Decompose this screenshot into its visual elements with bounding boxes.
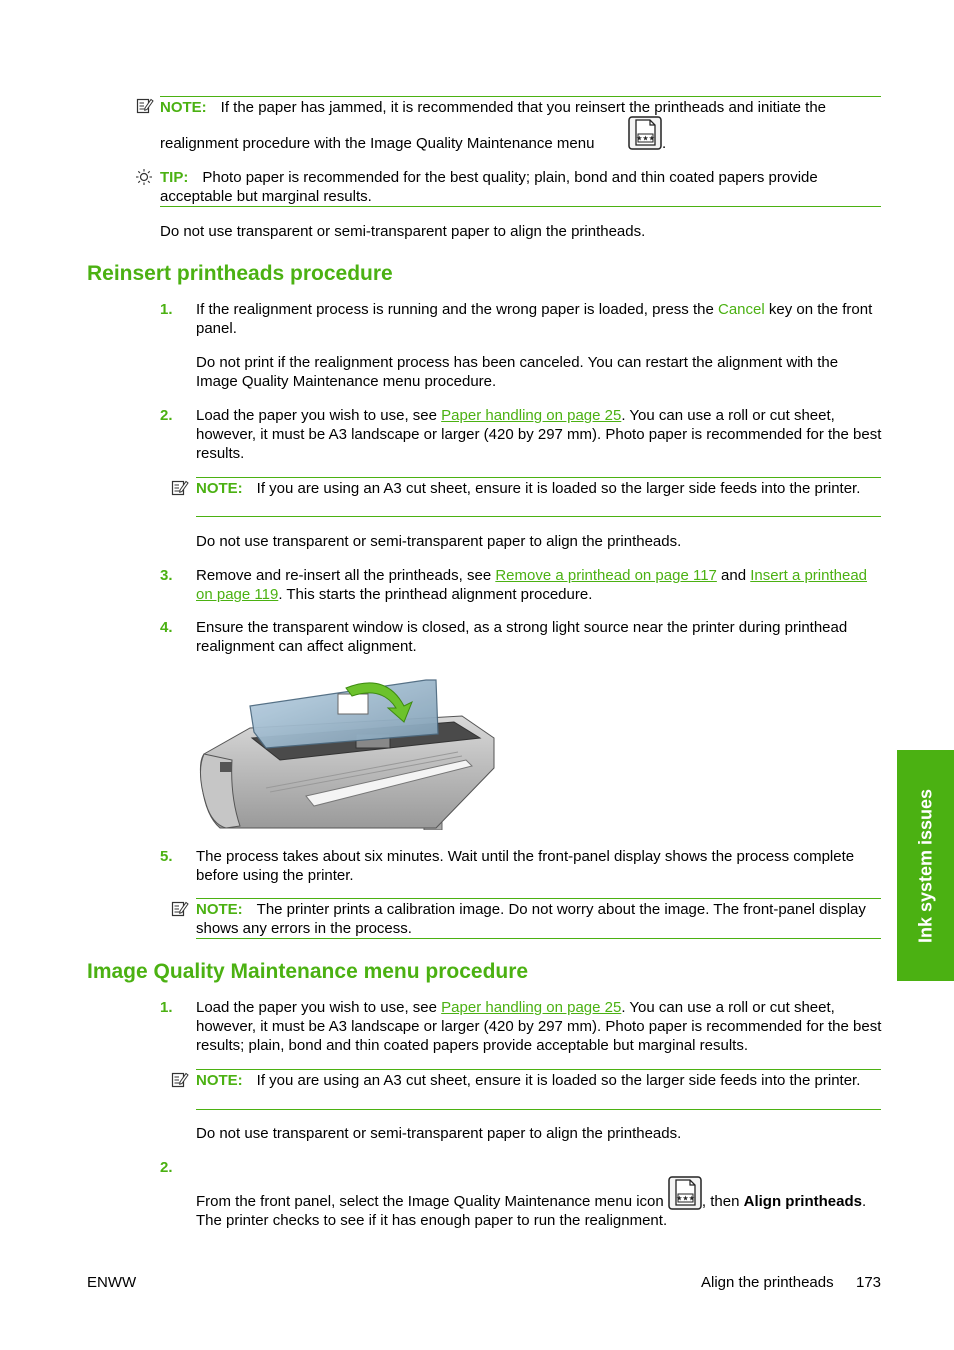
step-number: 3. [160,567,173,584]
note-top-rule [196,1069,881,1070]
step-text: Ensure the transparent window is closed, as a strong light source near the printer during printhead realignment can affect alignment. [196,619,848,655]
note-icon [171,479,189,497]
note-text: NOTE: The printer prints a calibration image. Do not worry about the image. The front-panel display shows any errors in the process. [196,901,866,937]
paper-handling-link[interactable]: Paper handling on page 25 [441,999,622,1016]
paper-handling-link[interactable]: Paper handling on page 25 [441,407,622,424]
image-quality-maintenance-menu-icon [668,1176,702,1210]
step-text: The process takes about six minutes. Wait until the front-panel display shows the process complete before using the printer. [196,848,855,884]
tip-bottom-rule [160,206,881,207]
insert-printhead-link[interactable]: Insert a printhead on page 119 [196,567,868,603]
note-icon [171,900,189,918]
note-label: NOTE: [160,99,207,116]
section-heading: Reinsert printheads procedure [87,262,393,285]
footer-section-title: Align the printheads [701,1274,834,1291]
note-bottom-rule [196,516,881,517]
note-text-line2: realignment procedure with the Image Quality Maintenance menu . [160,116,881,135]
step-paragraph: Do not print if the realignment process has been canceled. You can restart the alignment with the Image Quality Maintenance menu procedure. [196,354,839,390]
step-text: Load the paper you wish to use, see Paper handling on page 25. You can use a roll or cut sheet, however, it must be A3 landscape or larger (420 by 297 mm). Photo paper is recommended for the best results. [196,407,882,462]
note-label: NOTE: [196,901,243,918]
note-text: NOTE: If you are using an A3 cut sheet, ensure it is loaded so the larger side feeds into the printer. [196,1072,861,1089]
step-number: 2. [160,407,173,424]
step-paragraph: Do not use transparent or semi-transparent paper to align the printheads. [196,1125,682,1142]
note-label: NOTE: [196,480,243,497]
footer-left: ENWW [87,1274,137,1291]
step-number: 1. [160,999,173,1016]
note-text: NOTE: If the paper has jammed, it is recommended that you reinsert the printheads and initiate the [160,99,827,116]
note-text: NOTE: If you are using an A3 cut sheet, ensure it is loaded so the larger side feeds into the printer. [196,480,861,497]
note-label: NOTE: [196,1072,243,1089]
step-number: 5. [160,848,173,865]
note-icon [171,1071,189,1089]
section-heading: Image Quality Maintenance menu procedure [87,960,529,983]
paragraph: Do not use transparent or semi-transparent paper to align the printheads. [160,223,646,240]
note-top-rule [160,96,881,97]
step-text: If the realignment process is running and the wrong paper is loaded, press the Cancel key on the front panel. [196,301,873,337]
cancel-key-label: Cancel [717,301,765,318]
note-top-rule [196,898,881,899]
lightbulb-icon [135,168,153,186]
side-tab-label: Ink system issues [915,788,935,943]
page-number: 173 [856,1274,882,1291]
note-bottom-rule [196,938,881,939]
step-number: 4. [160,619,173,636]
step-paragraph: Do not use transparent or semi-transparent paper to align the printheads. [196,533,682,550]
note-icon [136,97,154,115]
note-top-rule [196,477,881,478]
step-number: 1. [160,301,173,318]
tip-text: TIP: Photo paper is recommended for the best quality; plain, bond and thin coated papers provide acceptable but marginal results. [160,169,818,205]
step-text: Remove and re-insert all the printheads, see Remove a printhead on page 117 and Insert a printhead on page 119. This starts the printhead alignment procedure. [196,567,868,603]
remove-printhead-link[interactable]: Remove a printhead on page 117 [495,567,717,584]
step-text: From the front panel, select the Image Quality Maintenance menu icon , then Align printheads. The printer checks to see if it has enough paper to run the realignment. [196,1176,882,1230]
step-text: Load the paper you wish to use, see Paper handling on page 25. You can use a roll or cut sheet, however, it must be A3 landscape or larger (420 by 297 mm). Photo paper is recommended for the best results; plain, bond and thin coated papers provide acceptable but marginal results. [196,999,882,1054]
printer-illustration [196,676,504,830]
side-tab [897,750,954,981]
image-quality-maintenance-menu-icon [628,116,662,150]
step-number: 2. [160,1159,173,1176]
note-bottom-rule [196,1109,881,1110]
tip-label: TIP: [160,169,189,186]
